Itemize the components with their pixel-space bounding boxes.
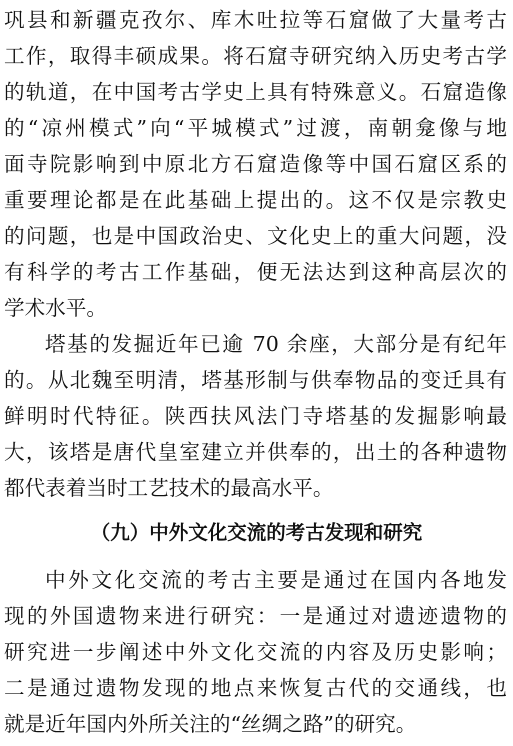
- paragraph-2-line-1: 塔基的发掘近年已逾 70 余座，大部分是有纪年: [45, 332, 507, 356]
- paragraph-1-line-9: 学术水平。: [4, 296, 107, 320]
- paragraph-3-line-3: 研究进一步阐述中外文化交流的内容及历史影响；: [4, 640, 507, 664]
- paragraph-3-line-4: 二是通过遗物发现的地点来恢复古代的交通线，也: [4, 676, 507, 700]
- paragraph-1-line-6: 重要理论都是在此基础上提出的。这不仅是宗教史: [4, 188, 507, 212]
- paragraph-3-line-1: 中外文化交流的考古主要是通过在国内各地发: [45, 568, 507, 592]
- paragraph-1-line-4: 的“凉州模式”向“平城模式”过渡，南朝龛像与地: [4, 116, 507, 140]
- paragraph-1-line-7: 的问题，也是中国政治史、文化史上的重大问题，没: [4, 224, 507, 248]
- paragraph-2-line-3: 鲜明时代特征。陕西扶风法门寺塔基的发掘影响最: [4, 404, 507, 428]
- paragraph-1-line-3: 的轨道，在中国考古学史上具有特殊意义。石窟造像: [4, 80, 507, 104]
- paragraph-1-line-2: 工作，取得丰硕成果。将石窟寺研究纳入历史考古学: [4, 44, 507, 68]
- paragraph-2-line-4: 大，该塔是唐代皇室建立并供奉的，出土的各种遗物: [4, 440, 507, 464]
- paragraph-1-line-1: 巩县和新疆克孜尔、库木吐拉等石窟做了大量考古: [4, 8, 507, 32]
- paragraph-2-line-5: 都代表着当时工艺技术的最高水平。: [4, 476, 334, 500]
- paragraph-2-line-2: 的。从北魏至明清，塔基形制与供奉物品的变迁具有: [4, 368, 507, 392]
- section-heading: （九）中外文化交流的考古发现和研究: [90, 521, 423, 544]
- paragraph-3-line-2: 现的外国遗物来进行研究：一是通过对遗迹遗物的: [4, 604, 507, 628]
- paragraph-3-line-5: 就是近年国内外所关注的“丝绸之路”的研究。: [4, 712, 417, 736]
- paragraph-1-line-5: 面寺院影响到中原北方石窟造像等中国石窟区系的: [4, 152, 507, 176]
- paragraph-1-line-8: 有科学的考古工作基础，便无法达到这种高层次的: [4, 260, 507, 284]
